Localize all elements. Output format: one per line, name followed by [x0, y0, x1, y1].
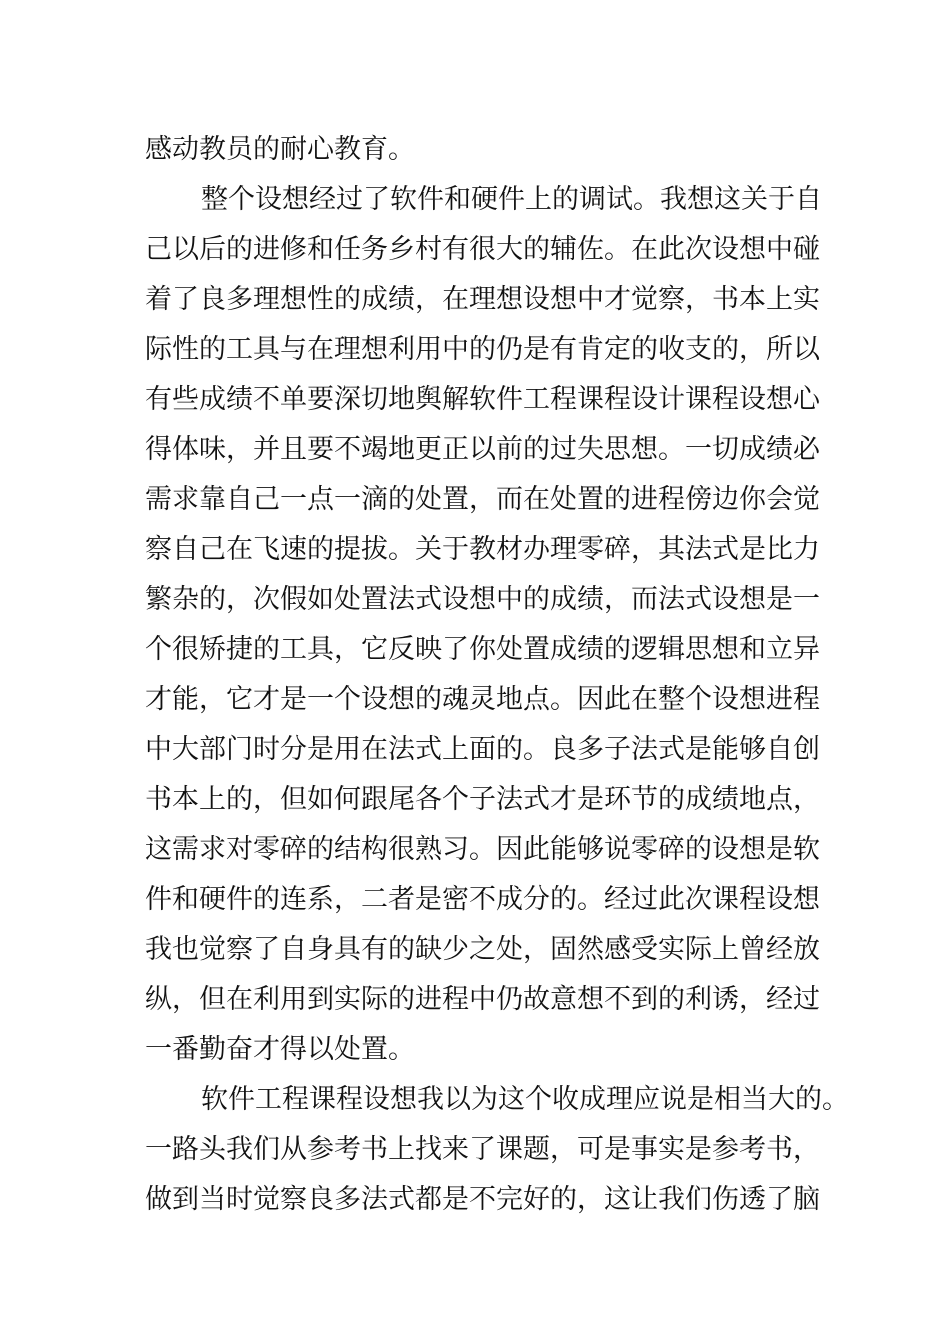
- text-line: 个很矫捷的工具，它反映了你处置成绩的逻辑思想和立异: [145, 634, 820, 665]
- text-line: 做到当时觉察良多法式都是不完好的，这让我们伤透了脑: [145, 1184, 820, 1215]
- text-line: 我也觉察了自身具有的缺少之处，固然感受实际上曾经放: [145, 934, 820, 965]
- text-line: 着了良多理想性的成绩，在理想设想中才觉察，书本上实: [145, 284, 820, 315]
- text-line: 察自己在飞速的提拔。关于教材办理零碎，其法式是比力: [145, 534, 820, 565]
- text-line: 有些成绩不单要深切地舆解软件工程课程设计课程设想心: [145, 384, 820, 415]
- text-line: 才能，它才是一个设想的魂灵地点。因此在整个设想进程: [145, 684, 820, 715]
- text-line: 这需求对零碎的结构很熟习。因此能够说零碎的设想是软: [145, 834, 820, 865]
- text-line: 际性的工具与在理想利用中的仍是有肯定的收支的，所以: [145, 334, 820, 365]
- text-line: 己以后的进修和任务乡村有很大的辅佐。在此次设想中碰: [145, 234, 820, 265]
- text-line: 得体味，并且要不竭地更正以前的过失思想。一切成绩必: [145, 434, 820, 465]
- text-line: 感动教员的耐心教育。: [145, 134, 415, 165]
- text-line: 一番勤奋才得以处置。: [145, 1034, 415, 1065]
- text-line: 中大部门时分是用在法式上面的。良多子法式是能够自创: [145, 734, 820, 765]
- paragraph-first-line: 整个设想经过了软件和硬件上的调试。我想这关于自: [201, 184, 822, 215]
- text-line: 纵，但在利用到实际的进程中仍故意想不到的利诱，经过: [145, 984, 820, 1015]
- text-line: 一路头我们从参考书上找来了课题，可是事实是参考书，: [145, 1134, 820, 1165]
- text-line: 书本上的，但如何跟尾各个子法式才是环节的成绩地点，: [145, 784, 820, 815]
- text-line: 件和硬件的连系，二者是密不成分的。经过此次课程设想: [145, 884, 820, 915]
- text-line: 需求靠自己一点一滴的处置，而在处置的进程傍边你会觉: [145, 484, 820, 515]
- text-line: 繁杂的，次假如处置法式设想中的成绩，而法式设想是一: [145, 584, 820, 615]
- paragraph-first-line: 软件工程课程设想我以为这个收成理应说是相当大的。: [201, 1084, 849, 1115]
